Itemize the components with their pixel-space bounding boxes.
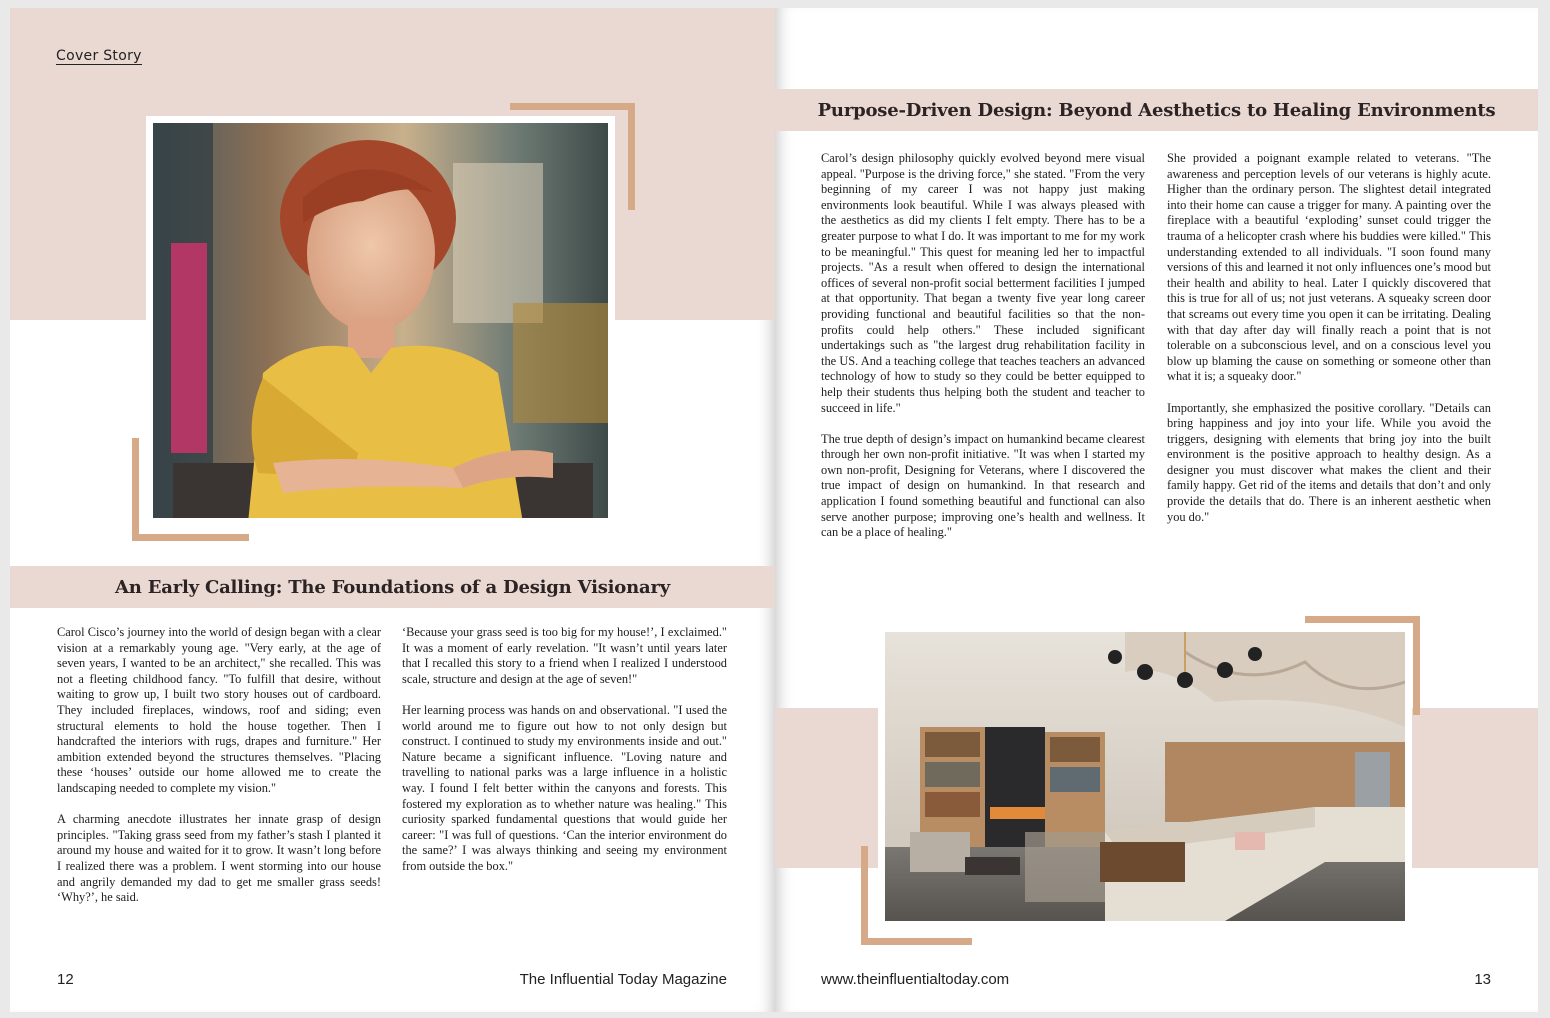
right-col2-para-1: She provided a poignant example related to veterans. "The awareness and perception levels of our veterans is highly acute. Higher than the ordinary person. The slightest detail integrated into their home can cause a trigger for many. A painting over the fireplace with a beautiful ‘exploding’ sunset could trigger the trauma of a helicopter crash where his buddies were killed." This understanding extended to all individuals. "I soon found many versions of this and learned it not only influences one’s mood but their health and ability to heal. Later I quickly discovered that this is true for all of us; not just veterans. A squeaky screen door that screams out every time you open it can be irritating. Dealing with that day after day will finally reach a point that is not tolerable on a subconscious level, and on a conscious level you blow up blaming the cause on something or someone other than what it is; a squeaky door." — [1167, 151, 1491, 384]
left-col1-para-1: Carol Cisco’s journey into the world of design began with a clear vision at a remarkably young age. "Very early, at the age of seven years, I wanted to be an architect," she recalled. This was not a fleeting childhood fancy. "To fulfill that desire, without waiting to grow up, I built two story houses out of cardboard. They included fireplaces, windows, roof and siding; even structural elements to hold the house together. Then I handcrafted the interiors with rugs, drapes and furniture." Her ambition extended beyond the structures themselves. "Placing these ‘houses’ outside our home allowed me to create the landscaping needed to complete my vision." — [57, 625, 381, 795]
right-col1-para-2: The true depth of design’s impact on humankind became clearest through her own non-profit initiative. "It was when I started my own non-profit, Designing for Veterans, where I discovered the true impact of design on humankind. In that research and application I found something beautiful and functional can also serve another purpose; improving one’s health and wellness. It can be a place of healing." — [821, 431, 1145, 540]
right-column-1 — [821, 151, 1145, 556]
left-heading: An Early Calling: The Foundations of a Design Visionary — [115, 576, 670, 598]
right-col2-para-2: Importantly, she emphasized the positive corollary. "Details can bring happiness and joy into your life. While you avoid the triggers, designing with elements that bring joy into the built environment is the positive approach to healthy design. As a designer you must discover what makes the client and their family happy. Get rid of the items and details that don’t and only provide the details that do. There is an inherent aesthetic when you do." — [1167, 400, 1491, 524]
photo-pink-block-left — [775, 708, 890, 868]
right-page — [775, 8, 1538, 1012]
right-col1-para-1: Carol’s design philosophy quickly evolved beyond mere visual appeal. "Purpose is the driving force," she stated. "From the very beginning of my career I was not happy just making environments look beautiful. While I was always pleased with the aesthetics as did my clients I felt empty. There has to be a greater purpose to what I do. It was important to me for my work to be meaningful." This quest for meaning led her to impactful projects. "As a result when offered to design the international offices of several non-profit social betterment facilities I jumped at that opportunity. That began a twenty five year long career providing functional and beautiful facilities so that the non-profits could help others." These included significant undertakings such as "the largest drug rehabilitation facility in the US. And a teaching college that teaches teachers an advanced technology of how to study so they could be better equipped to help their students thus helping both the student and teacher to succeed in life." — [821, 151, 1145, 415]
left-column-1 — [57, 625, 381, 921]
left-col1-para-2: A charming anecdote illustrates her innate grasp of design principles. "Taking grass seed from my father’s stash I planted it around my house and waited for it to grow. It wasn’t long before I realized there was a problem. I went storming into our house and angrily demanded my dad to get me smaller grass seeds! ‘Why?’, he said. — [57, 812, 381, 905]
left-footer-title: The Influential Today Magazine — [519, 971, 727, 988]
left-col2-para-2: Her learning process was hands on and observational. "I used the world around me to figure out how to not only design but construct. I continued to study my environments inside and out." Nature became a significant influence. "Loving nature and travelling to national parks was a large influence in a holistic way. I found I felt better within the canyons and forests. This fostered my exploration as to whether nature was healing." This curiosity sparked fundamental questions that would guide her career: "I was full of questions. ‘Can the interior environment do the same?’ I was always thinking and seeing my environment from outside the box." — [402, 702, 727, 873]
right-heading-bar — [775, 89, 1538, 131]
photo-pink-block-right — [1400, 708, 1538, 868]
right-column-2 — [1167, 151, 1491, 541]
interior-photo — [878, 625, 1412, 928]
interior-image — [885, 632, 1405, 921]
right-heading: Purpose-Driven Design: Beyond Aesthetics to Healing Environments — [817, 99, 1496, 121]
left-page — [10, 8, 775, 1012]
left-page-number: 12 — [57, 971, 74, 988]
right-page-number: 13 — [1474, 971, 1491, 988]
left-column-2 — [402, 625, 727, 890]
left-col2-para-1: ‘Because your grass seed is too big for my house!’, I exclaimed." It was a moment of early revelation. "It wasn’t until years later that I recalled this story to a friend when I realized I understood scale, structure and design at the age of seven!" — [402, 625, 727, 686]
right-footer-url[interactable]: www.theinfluentialtoday.com — [821, 971, 1010, 988]
left-heading-bar — [10, 566, 775, 608]
section-label: Cover Story — [56, 48, 142, 64]
portrait-photo — [146, 116, 615, 525]
portrait-image — [153, 123, 608, 518]
